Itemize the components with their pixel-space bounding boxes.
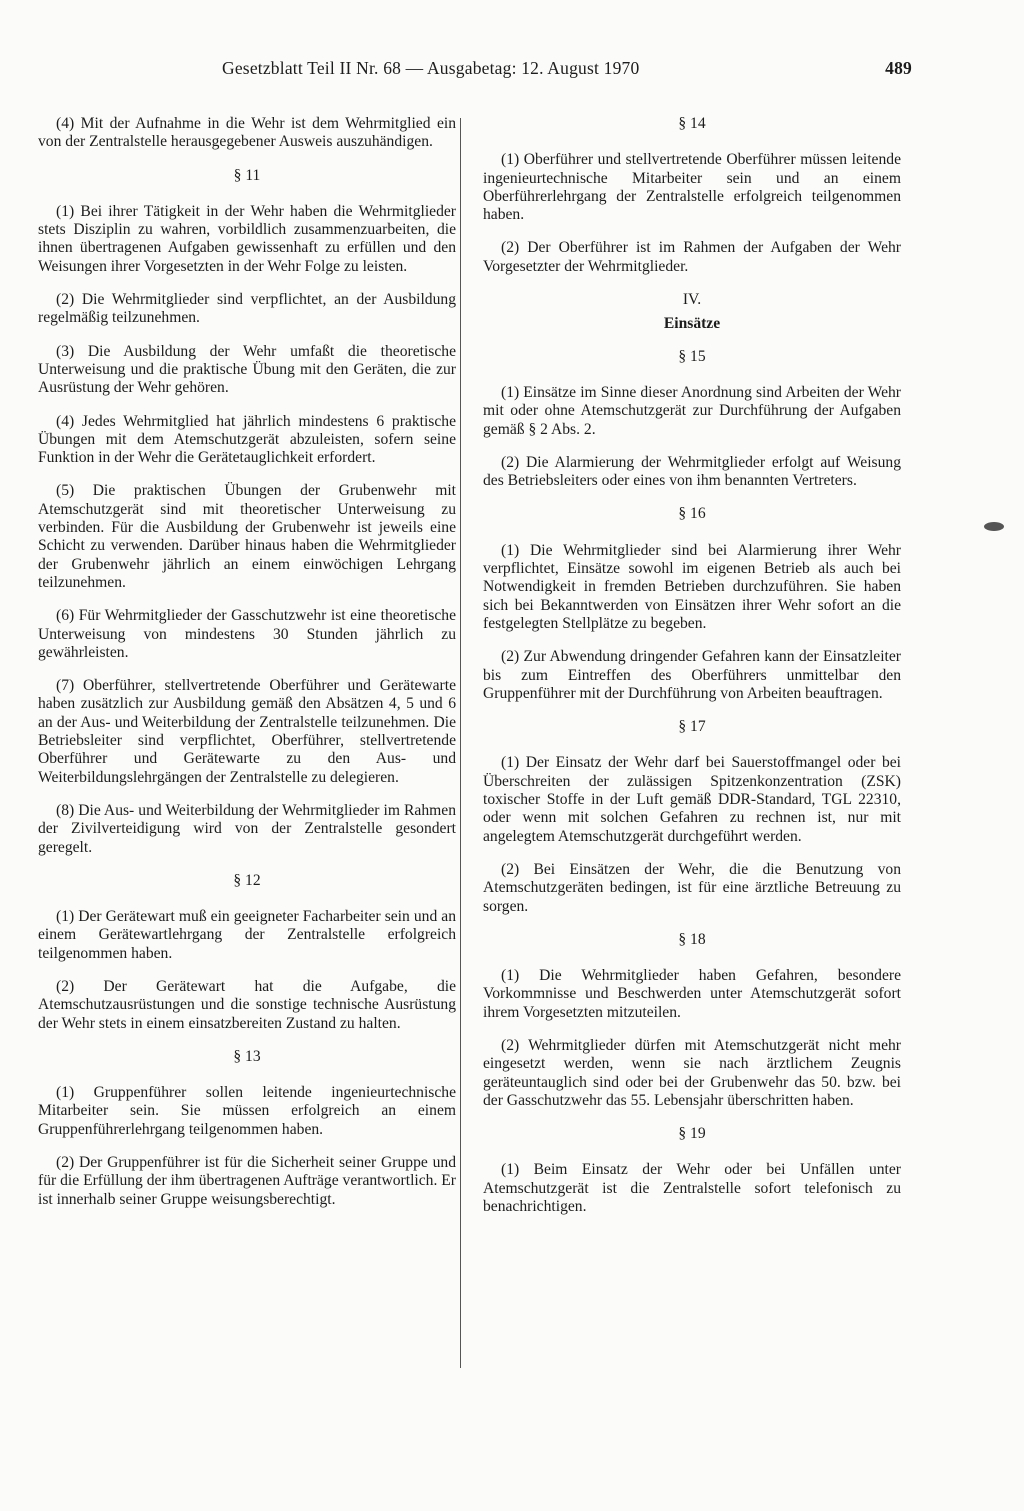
scan-artifact [984,522,1004,531]
paragraph: (2) Zur Abwendung dringender Gefahren kann der Einsatzleiter bis zum Eintreffen des Oberführers unmittelbar den Gruppenführer mit der Durchführung von Arbeiten beauftragen. [483,648,901,702]
section-heading: § 19 [678,1125,706,1143]
section-heading: § 18 [678,930,706,948]
page-number: 489 [885,58,912,78]
part-title: Einsätze [663,315,721,333]
section-heading: § 17 [678,718,706,736]
section-heading: § 14 [678,115,706,132]
paragraph: (2) Die Alarmierung der Wehrmitglieder erfolgt auf Weisung des Betriebsleiters oder eines von ihm benannten Vertreters. [483,453,901,490]
paragraph: (8) Die Aus- und Weiterbildung der Wehrmitglieder im Rahmen der Zivilverteidigung wird von der Zentralstelle gesondert geregelt. [38,801,456,856]
paragraph: (1) Die Wehrmitglieder haben Gefahren, besondere Vorkommnisse und Beschwerden unter Atemschutzgerät sofort ihrem Vorgesetzten mitzuteilen. [483,967,901,1021]
paragraph: (2) Der Oberführer ist im Rahmen der Aufgaben der Wehr Vorgesetzter der Wehrmitglieder. [483,239,901,275]
section-heading: § 11 [233,166,261,184]
section-heading: § 12 [233,871,261,889]
column-divider [460,118,461,1368]
paragraph: (3) Die Ausbildung der Wehr umfaßt die theoretische Unterweisung und die praktische Übung mit den Geräten, die zur Ausrüstung der Wehr gehören. [38,342,456,397]
paragraph: (6) Für Wehrmitglieder der Gasschutzwehr ist eine theoretische Unterweisung von mindestens 30 Stunden jährlich zu gewährleisten. [38,607,456,661]
paragraph: (1) Einsätze im Sinne dieser Anordnung sind Arbeiten der Wehr mit oder ohne Atemschutzgerät zur Durchführung der Aufgaben gemäß § 2 Abs. 2. [483,383,901,438]
section-heading: § 15 [678,347,706,365]
paragraph: (4) Jedes Wehrmitglied hat jährlich mindestens 6 praktische Übungen mit dem Atemschutzgerät abzuleisten, sofern seine Funktion in der Wehr die Gerätetauglichkeit erfordert. [38,412,456,467]
part-number: IV. [682,291,702,309]
paragraph: (7) Oberführer, stellvertretende Oberführer und Gerätewarte haben zusätzlich zur Ausbildung gemäß den Absätzen 4, 5 und 6 an der Aus- und Weiterbildung der Zentralstelle teilzunehmen. Die Betriebsleiter sind verpflichtet, Oberführer, stellvertretende Oberführer und Gerätewarte zu den Aus- und Weiterbildungslehrgängen der Zentralstelle zu delegieren. [38,677,456,786]
paragraph: (1) Der Einsatz der Wehr darf bei Sauerstoffmangel oder bei Überschreiten der zulässigen Spitzenkonzentration (ZSK) toxischer Stoffe in der Luft gemäß DDR-Standard, TGL 22310, oder wenn mit solchen Gefahren zu rechnen ist, nur mit angelegtem Atemschutzgerät durchgeführt werden. [483,754,901,845]
paragraph: (5) Die praktischen Übungen der Grubenwehr mit Atemschutzgerät sind mit theoretischer Unterweisung zu verbinden. Für die Ausbildung der Grubenwehr ist jeweils eine Schicht zu verwenden. Darüber hinaus haben die Wehrmitglieder der Grubenwehr jährlich an einem einwöchigen Lehrgang teilzunehmen. [38,482,456,591]
paragraph: (2) Bei Einsätzen der Wehr, die die Benutzung von Atemschutzgeräten bedingen, ist für eine ärztliche Betreuung zu sorgen. [483,860,901,915]
paragraph: (4) Mit der Aufnahme in die Wehr ist dem Wehrmitglied ein von der Zentralstelle herausgegebener Ausweis auszuhändigen. [38,115,456,151]
paragraph: (1) Die Wehrmitglieder sind bei Alarmierung ihrer Wehr verpflichtet, Einsätze sowohl im eigenen Betrieb als auch bei Notwendigkeit in fremden Betrieben durchzuführen. Sie haben sich bei Bekanntwerden von Einsätzen ihrer Wehr sofort an die festgelegten Stellplätze zu begeben. [483,541,901,632]
paragraph: (2) Der Gruppenführer ist für die Sicherheit seiner Gruppe und für die Erfüllung der ihm übertragenen Aufträge verantwortlich. Er ist innerhalb seiner Gruppe weisungsberechtigt. [38,1154,456,1208]
paragraph: (1) Der Gerätewart muß ein geeigneter Facharbeiter sein und an einem Gerätewartlehrgang der Zentralstelle erfolgreich teilgenommen haben. [38,908,456,962]
section-heading: § 13 [233,1047,261,1065]
header-title: Gesetzblatt Teil II Nr. 68 — Ausgabetag: 12. August 1970 [222,58,640,78]
paragraph: (1) Oberführer und stellvertretende Oberführer müssen leitende ingenieurtechnische Mitarbeiter sein und an einem Oberführerlehrgang der Zentralstelle erfolgreich teilgenommen haben. [483,151,901,224]
paragraph: (1) Beim Einsatz der Wehr oder bei Unfällen unter Atemschutzgerät ist die Zentralstelle sofort telefonisch zu benachrichtigen. [483,1161,901,1216]
paragraph: (2) Die Wehrmitglieder sind verpflichtet, an der Ausbildung regelmäßig teilzunehmen. [38,291,456,327]
paragraph: (2) Wehrmitglieder dürfen mit Atemschutzgerät nicht mehr eingesetzt werden, wenn sie nach ärztlichem Zeugnis geräteuntauglich sind oder bei der Grubenwehr das 50. bzw. bei der Gasschutzwehr das 55. Lebensjahr überschritten haben. [483,1036,901,1109]
left-column [38,115,456,1224]
paragraph: (1) Bei ihrer Tätigkeit in der Wehr haben die Wehrmitglieder stets Disziplin zu wahren, vorbildlich zusammenzuarbeiten, die ihnen übertragenen Aufgaben gewissenhaft zu erfüllen und den Weisungen ihrer Vorgesetzten in der Wehr Folge zu leisten. [38,202,456,275]
right-column [483,115,901,1231]
section-heading: § 16 [678,505,706,523]
paragraph: (1) Gruppenführer sollen leitende ingenieurtechnische Mitarbeiter sein. Sie müssen erfolgreich an einem Gruppenführerlehrgang teilgenommen haben. [38,1084,456,1138]
paragraph: (2) Der Gerätewart hat die Aufgabe, die Atemschutzausrüstungen und die sonstige technische Ausrüstung der Wehr stets in einem einsatzbereiten Zustand zu halten. [38,977,456,1032]
